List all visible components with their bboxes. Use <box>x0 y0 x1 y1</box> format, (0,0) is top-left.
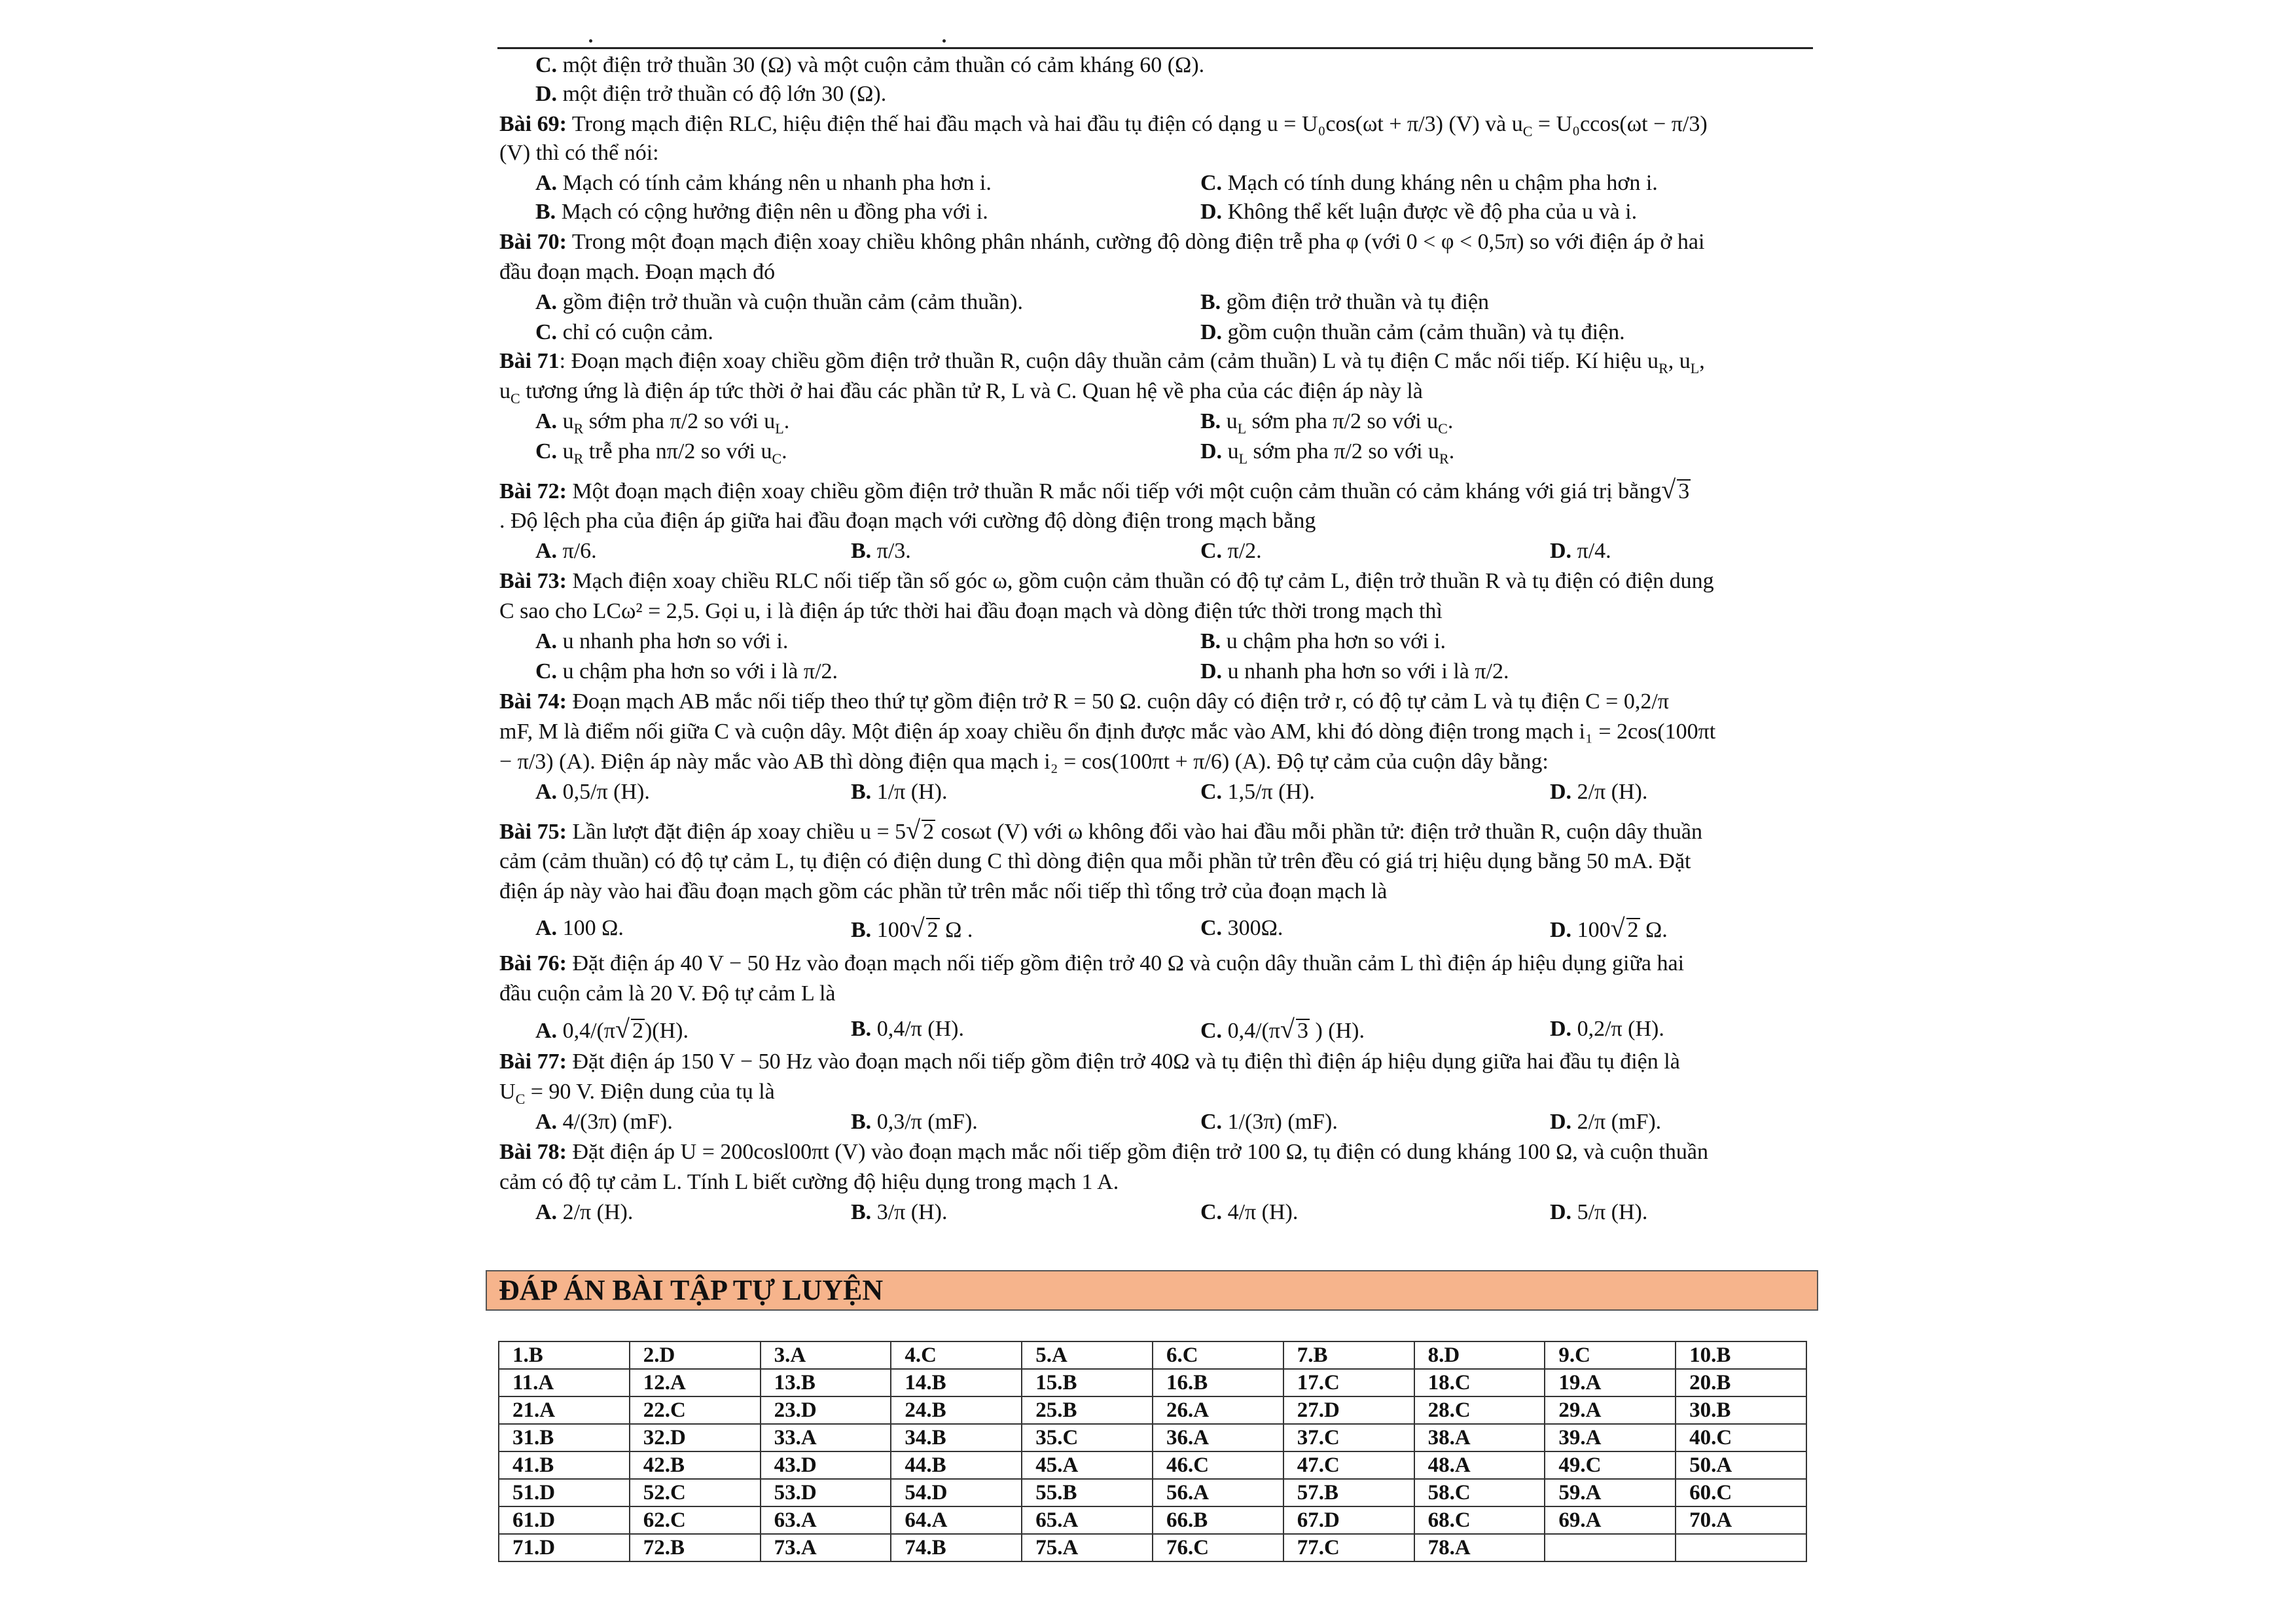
answer-cell: 4.C <box>891 1341 1022 1369</box>
answer-row <box>499 1534 1806 1561</box>
q71-option-a: A. $u_R$ sớm pha π/2 so với $u_L$. <box>535 409 790 437</box>
answer-cell: 74.B <box>891 1534 1022 1561</box>
q74-option-a: A. 0,5/π (H). <box>535 780 650 804</box>
answer-cell: 77.C <box>1283 1534 1414 1561</box>
q73-option-d: D. u nhanh pha hơn so với i là π/2. <box>1200 659 1509 684</box>
q69-stem-cont: (V) thì có thể nói: <box>499 141 659 165</box>
answer-row <box>499 1479 1806 1506</box>
q72-option-a: A. π/6. <box>535 539 597 563</box>
answer-cell: 50.A <box>1676 1451 1806 1479</box>
answer-cell: 28.C <box>1414 1396 1545 1424</box>
q68-option-d: D. một điện trở thuần có độ lớn 30 (Ω). <box>535 82 887 106</box>
answer-cell <box>1676 1534 1806 1561</box>
answer-cell: 70.A <box>1676 1506 1806 1534</box>
q76-option-c: C. 0,4/(π√ 3 ) (H). <box>1200 1014 1365 1044</box>
answer-cell: 2.D <box>630 1341 761 1369</box>
q74-stem-cont: mF, M là điểm nối giữa C và cuộn dây. Một điện áp xoay chiều ổn định được mắc vào AM, khi đó dòng điện trong mạch i₁ = 2cos(100πt <box>499 720 1716 744</box>
header-dot <box>942 39 946 43</box>
answer-cell: 5.A <box>1022 1341 1153 1369</box>
answer-cell: 64.A <box>891 1506 1022 1534</box>
q77-option-a: A. 4/(3π) (mF). <box>535 1110 673 1134</box>
answer-cell: 3.A <box>761 1341 891 1369</box>
answer-row <box>499 1506 1806 1534</box>
q73-option-b: B. u chậm pha hơn so với i. <box>1200 629 1446 653</box>
q71-stem-cont: $u_C$ tương ứng là điện áp tức thời ở hai đầu các phần tử R, L và C. Quan hệ về pha của các điện áp này là <box>499 379 1423 407</box>
q70-stem: Bài 70: Trong một đoạn mạch điện xoay chiều không phân nhánh, cường độ dòng điện trễ pha φ (với 0 < φ < 0,5π) so với điện áp ở hai <box>499 230 1705 254</box>
answer-cell: 54.D <box>891 1479 1022 1506</box>
answer-cell: 75.A <box>1022 1534 1153 1561</box>
q72-option-d: D. π/4. <box>1550 539 1611 563</box>
q78-option-c: C. 4/π (H). <box>1200 1200 1299 1224</box>
answer-key-heading: ĐÁP ÁN BÀI TẬP TỰ LUYỆN <box>486 1270 1818 1311</box>
answer-cell: 71.D <box>499 1534 630 1561</box>
answer-cell: 46.C <box>1153 1451 1283 1479</box>
q72-option-b: B. π/3. <box>851 539 911 563</box>
q76-option-b: B. 0,4/π (H). <box>851 1017 964 1041</box>
answer-cell: 22.C <box>630 1396 761 1424</box>
answer-row <box>499 1424 1806 1451</box>
q69-option-a: A. Mạch có tính cảm kháng nên u nhanh pha hơn i. <box>535 171 992 195</box>
answer-cell: 21.A <box>499 1396 630 1424</box>
q69-option-d: D. Không thể kết luận được về độ pha của u và i. <box>1200 200 1638 224</box>
q75-option-c: C. 300Ω. <box>1200 916 1283 940</box>
answer-cell: 19.A <box>1545 1369 1676 1396</box>
answer-cell: 27.D <box>1283 1396 1414 1424</box>
answer-cell: 10.B <box>1676 1341 1806 1369</box>
answer-cell: 17.C <box>1283 1369 1414 1396</box>
q77-stem: Bài 77: Đặt điện áp 150 V − 50 Hz vào đoạn mạch nối tiếp gồm điện trở 40Ω và tụ điện thì điện áp hiệu dụng giữa hai đầu tụ điện là <box>499 1049 1680 1074</box>
answer-cell: 62.C <box>630 1506 761 1534</box>
answer-cell: 6.C <box>1153 1341 1283 1369</box>
q78-stem-cont: cảm có độ tự cảm L. Tính L biết cường độ hiệu dụng trong mạch 1 A. <box>499 1170 1119 1194</box>
q74-option-b: B. 1/π (H). <box>851 780 948 804</box>
q71-option-d: D. $u_L$ sớm pha π/2 so với $u_R$. <box>1200 439 1455 467</box>
answer-cell: 45.A <box>1022 1451 1153 1479</box>
answer-cell: 66.B <box>1153 1506 1283 1534</box>
q76-option-a: A. 0,4/(π√ 2)(H). <box>535 1014 689 1044</box>
q70-option-a: A. gồm điện trở thuần và cuộn thuần cảm (cảm thuần). <box>535 290 1023 314</box>
answer-cell: 42.B <box>630 1451 761 1479</box>
q78-stem: Bài 78: Đặt điện áp U = 200cosl00πt (V) vào đoạn mạch mắc nối tiếp gồm điện trở 100 Ω, tụ điện có dung kháng 100 Ω, và cuộn thuần <box>499 1140 1708 1164</box>
q77-option-d: D. 2/π (mF). <box>1550 1110 1662 1134</box>
header-dot <box>589 39 592 43</box>
answer-row <box>499 1341 1806 1369</box>
answer-cell: 56.A <box>1153 1479 1283 1506</box>
answer-cell: 13.B <box>761 1369 891 1396</box>
q73-option-c: C. u chậm pha hơn so với i là π/2. <box>535 659 838 684</box>
q73-stem: Bài 73: Mạch điện xoay chiều RLC nối tiếp tần số góc ω, gồm cuộn cảm thuần có độ tự cảm L, điện trở thuần R và tụ điện có điện dung <box>499 569 1714 593</box>
answer-cell: 51.D <box>499 1479 630 1506</box>
q74-option-d: D. 2/π (H). <box>1550 780 1648 804</box>
answer-row <box>499 1396 1806 1424</box>
q78-option-b: B. 3/π (H). <box>851 1200 948 1224</box>
q78-option-d: D. 5/π (H). <box>1550 1200 1648 1224</box>
q76-stem: Bài 76: Đặt điện áp 40 V − 50 Hz vào đoạn mạch nối tiếp gồm điện trở 40 Ω và cuộn dây thuần cảm L thì điện áp hiệu dụng giữa hai <box>499 951 1685 976</box>
q75-stem: Bài 75: Lần lượt đặt điện áp xoay chiều u = 5√ 2 cosωt (V) với ω không đổi vào hai đầu mỗi phần tử: điện trở thuần R, cuộn dây thuần <box>499 815 1702 845</box>
q71-option-b: B. $u_L$ sớm pha π/2 so với $u_C$. <box>1200 409 1454 437</box>
answer-cell: 7.B <box>1283 1341 1414 1369</box>
q68-option-c: C. một điện trở thuần 30 (Ω) và một cuộn cảm thuần có cảm kháng 60 (Ω). <box>535 53 1205 77</box>
answer-cell: 57.B <box>1283 1479 1414 1506</box>
q71-stem: Bài 71: Đoạn mạch điện xoay chiều gồm điện trở thuần R, cuộn dây thuần cảm (cảm thuần) L và tụ điện C mắc nối tiếp. Kí hiệu $u_R$, $u_L$, <box>499 349 1705 376</box>
answer-cell: 30.B <box>1676 1396 1806 1424</box>
q75-option-d: D. 100√ 2 Ω. <box>1550 913 1668 943</box>
answer-row <box>499 1369 1806 1396</box>
answer-cell: 37.C <box>1283 1424 1414 1451</box>
q72-stem: Bài 72: Một đoạn mạch điện xoay chiều gồm điện trở thuần R mắc nối tiếp với một cuộn cảm thuần có cảm kháng với giá trị bằng√ 3 <box>499 475 1690 504</box>
answer-cell: 63.A <box>761 1506 891 1534</box>
answer-cell: 35.C <box>1022 1424 1153 1451</box>
answer-cell: 73.A <box>761 1534 891 1561</box>
q75-option-b: B. 100√ 2 Ω . <box>851 913 973 943</box>
answer-cell: 39.A <box>1545 1424 1676 1451</box>
answer-cell: 12.A <box>630 1369 761 1396</box>
q70-option-c: C. chỉ có cuộn cảm. <box>535 320 713 344</box>
answer-row <box>499 1451 1806 1479</box>
q74-stem: Bài 74: Đoạn mạch AB mắc nối tiếp theo thứ tự gồm điện trở R = 50 Ω. cuộn dây có điện trở r, có độ tự cảm L và tụ điện C = 0,2/π <box>499 689 1669 714</box>
answer-cell: 8.D <box>1414 1341 1545 1369</box>
answer-cell: 33.A <box>761 1424 891 1451</box>
answer-cell: 47.C <box>1283 1451 1414 1479</box>
answer-cell: 40.C <box>1676 1424 1806 1451</box>
answer-cell: 67.D <box>1283 1506 1414 1534</box>
answer-key-table <box>498 1341 1807 1562</box>
answer-cell: 69.A <box>1545 1506 1676 1534</box>
q75-stem-cont: cảm (cảm thuần) có độ tự cảm L, tụ điện có điện dung C thì dòng điện qua mỗi phần tử trên đều có giá trị hiệu dụng bằng 50 mA. Đặt <box>499 849 1691 873</box>
answer-cell: 60.C <box>1676 1479 1806 1506</box>
answer-cell: 26.A <box>1153 1396 1283 1424</box>
answer-cell: 15.B <box>1022 1369 1153 1396</box>
answer-cell: 11.A <box>499 1369 630 1396</box>
q76-option-d: D. 0,2/π (H). <box>1550 1017 1664 1041</box>
q73-option-a: A. u nhanh pha hơn so với i. <box>535 629 789 653</box>
q77-stem-cont: $U_C = 90$ V. Điện dung của tụ là <box>499 1080 775 1107</box>
answer-cell: 25.B <box>1022 1396 1153 1424</box>
answer-cell: 9.C <box>1545 1341 1676 1369</box>
answer-cell: 58.C <box>1414 1479 1545 1506</box>
answer-cell: 1.B <box>499 1341 630 1369</box>
answer-cell <box>1545 1534 1676 1561</box>
q69-stem: Bài 69: Trong mạch điện RLC, hiệu điện thế hai đầu mạch và hai đầu tụ điện có dạng u = U₀cos(ωt + π/3) (V) và $u_C = U_0ccos(\omega t - \pi/3)$ <box>499 112 1708 139</box>
answer-cell: 53.D <box>761 1479 891 1506</box>
answer-cell: 76.C <box>1153 1534 1283 1561</box>
answer-cell: 59.A <box>1545 1479 1676 1506</box>
q69-option-c: C. Mạch có tính dung kháng nên u chậm pha hơn i. <box>1200 171 1658 195</box>
q75-stem-cont: điện áp này vào hai đầu đoạn mạch gồm các phần tử trên mắc nối tiếp thì tổng trở của đoạn mạch là <box>499 879 1388 903</box>
answer-cell: 32.D <box>630 1424 761 1451</box>
answer-cell: 68.C <box>1414 1506 1545 1534</box>
answer-cell: 41.B <box>499 1451 630 1479</box>
q77-option-c: C. 1/(3π) (mF). <box>1200 1110 1338 1134</box>
answer-cell: 61.D <box>499 1506 630 1534</box>
answer-cell: 52.C <box>630 1479 761 1506</box>
q77-option-b: B. 0,3/π (mF). <box>851 1110 978 1134</box>
answer-cell: 16.B <box>1153 1369 1283 1396</box>
q70-option-b: B. gồm điện trở thuần và tụ điện <box>1200 290 1490 314</box>
answer-cell: 20.B <box>1676 1369 1806 1396</box>
answer-cell: 23.D <box>761 1396 891 1424</box>
q74-stem-cont: − π/3) (A). Điện áp này mắc vào AB thì dòng điện qua mạch i₂ = cos(100πt + π/6) (A). Độ tự cảm của cuộn dây bằng: <box>499 750 1549 774</box>
answer-cell: 14.B <box>891 1369 1022 1396</box>
q72-option-c: C. π/2. <box>1200 539 1262 563</box>
q69-option-b: B. Mạch có cộng hưởng điện nên u đồng pha với i. <box>535 200 988 224</box>
q73-stem-cont: C sao cho LCω² = 2,5. Gọi u, i là điện áp tức thời hai đầu đoạn mạch và dòng điện tức thời trong mạch thì <box>499 599 1443 623</box>
answer-cell: 65.A <box>1022 1506 1153 1534</box>
answer-cell: 44.B <box>891 1451 1022 1479</box>
answer-cell: 48.A <box>1414 1451 1545 1479</box>
q78-option-a: A. 2/π (H). <box>535 1200 634 1224</box>
answer-cell: 55.B <box>1022 1479 1153 1506</box>
q70-option-d: D. gồm cuộn thuần cảm (cảm thuần) và tụ điện. <box>1200 320 1625 344</box>
answer-cell: 72.B <box>630 1534 761 1561</box>
q72-stem-cont: . Độ lệch pha của điện áp giữa hai đầu đoạn mạch với cường độ dòng điện trong mạch bằng <box>499 509 1316 533</box>
header-rule <box>497 47 1813 49</box>
q75-option-a: A. 100 Ω. <box>535 916 624 940</box>
answer-cell: 38.A <box>1414 1424 1545 1451</box>
answer-cell: 49.C <box>1545 1451 1676 1479</box>
answer-cell: 24.B <box>891 1396 1022 1424</box>
answer-cell: 18.C <box>1414 1369 1545 1396</box>
answer-cell: 31.B <box>499 1424 630 1451</box>
answer-cell: 29.A <box>1545 1396 1676 1424</box>
answer-cell: 36.A <box>1153 1424 1283 1451</box>
q76-stem-cont: đầu cuộn cảm là 20 V. Độ tự cảm L là <box>499 981 836 1006</box>
answer-cell: 43.D <box>761 1451 891 1479</box>
answer-cell: 34.B <box>891 1424 1022 1451</box>
q70-stem-cont: đầu đoạn mạch. Đoạn mạch đó <box>499 260 776 284</box>
answer-cell: 78.A <box>1414 1534 1545 1561</box>
q71-option-c: C. $u_R$ trễ pha nπ/2 so với $u_C$. <box>535 439 787 467</box>
q74-option-c: C. 1,5/π (H). <box>1200 780 1315 804</box>
